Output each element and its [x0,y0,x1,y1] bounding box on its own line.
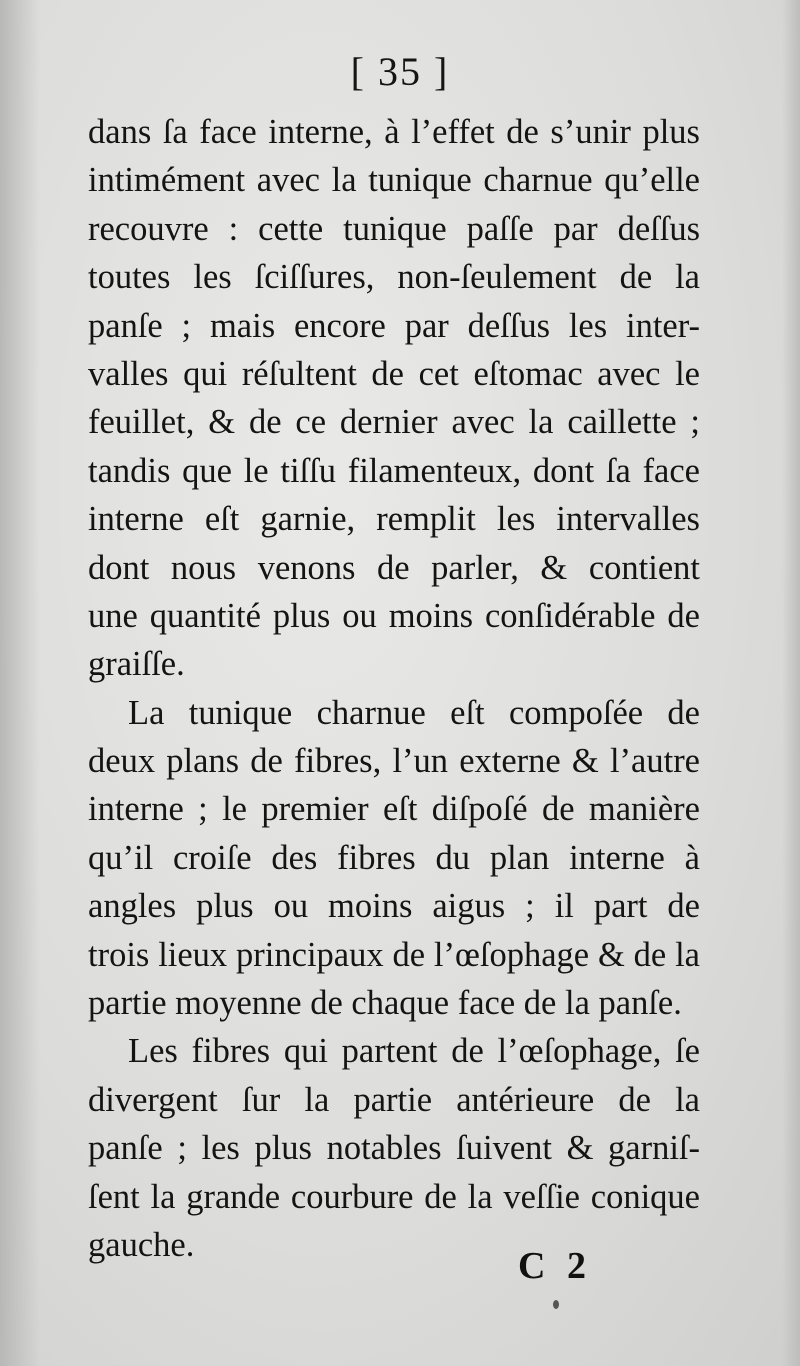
text-line: trois lieux principaux de l’œſophage & de la [88,935,700,974]
text-line: dont nous venons de parler, & contient [88,548,700,587]
text-line: Les fibres qui partent de l’œſophage, ſe [128,1032,700,1071]
text-line: interne ; le premier eſt diſpoſé de manière [88,790,700,829]
text-line: interne eſt garnie, remplit les intervalles [88,500,700,539]
signature-mark: C 2 [518,1245,592,1287]
text-line: angles plus ou moins aigus ; il part de [88,887,700,926]
body-text [88,108,700,1269]
text-line: partie moyenne de chaque face de la panſe. [88,984,682,1023]
text-line: tandis que le tiſſu filamenteux, dont ſa face [88,451,700,490]
text-line: panſe ; mais encore par deſſus les inter- [88,306,700,345]
text-line: une quantité plus ou moins conſidérable de [88,596,700,635]
text-line: divergent ſur la partie antérieure de la [88,1080,700,1119]
text-line: deux plans de fibres, l’un externe & l’autre [88,742,700,781]
text-line: toutes les ſciſſures, non-ſeulement de la [88,258,700,297]
text-line: qu’il croiſe des fibres du plan interne à [88,838,700,877]
text-line: recouvre : cette tunique paſſe par deſſus [88,209,700,248]
text-line: graiſſe. [88,645,185,684]
text-line: dans ſa face interne, à l’effet de s’unir plus [88,113,700,151]
text-line: gauche. [88,1225,195,1264]
text-line: valles qui réſultent de cet eſtomac avec le [88,354,700,393]
text-line: ſent la grande courbure de la veſſie conique [88,1177,700,1216]
page-edge-shadow [782,0,800,1366]
spine-shadow [0,0,40,1366]
text-line: panſe ; les plus notables ſuivent & garniſ- [88,1129,700,1168]
text-line: La tunique charnue eſt compoſée de [128,693,700,732]
text-line: feuillet, & de ce dernier avec la caillette ; [88,403,700,442]
page-number: [ 35 ] [350,49,450,94]
text-line: intimément avec la tunique charnue qu’elle [88,161,700,200]
ink-speck [553,1300,559,1309]
